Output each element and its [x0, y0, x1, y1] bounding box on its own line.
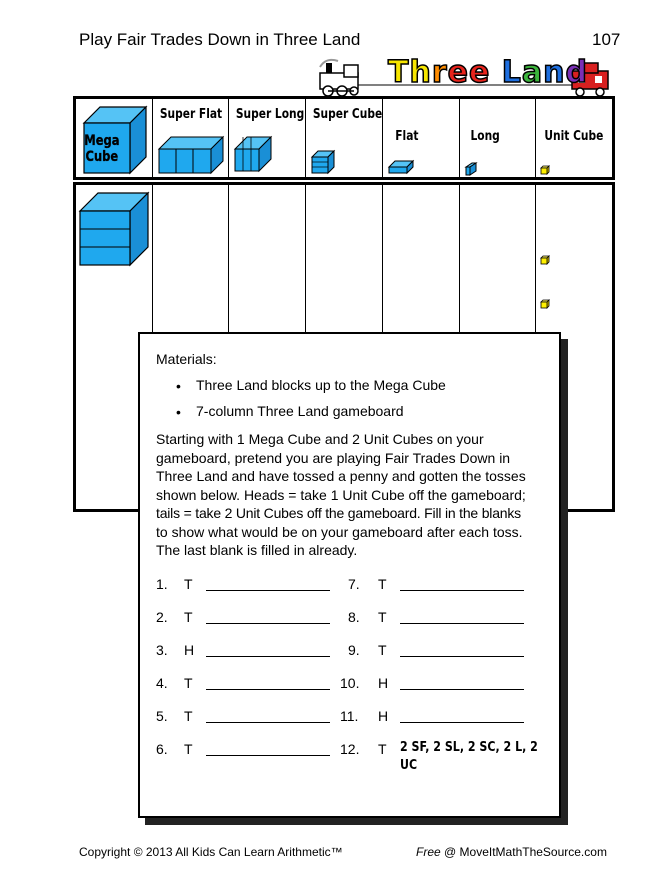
page-number: 107 — [592, 30, 621, 49]
answer-blank[interactable] — [400, 675, 524, 690]
answer-blank[interactable] — [206, 675, 330, 690]
logo-letter: a — [521, 55, 544, 90]
instructions-paragraph: Starting with 1 Mega Cube and 2 Unit Cubes on your gameboard, pretend you are playing Fair Trades Down in Three Land and have tossed a penny and gotten the tosses shown below. Heads = take 1 Unit Cube off the gameboard; tails = take 2 Unit Cubes off the gameboard. Fill in the blanks to show what would be on your gameboard after each toss. The last blank is filled in already. — [156, 431, 526, 558]
header-cell-unit-cube — [536, 99, 612, 177]
header-label-super-flat: Super Flat — [159, 107, 222, 122]
materials-item: 7-column Three Land gameboard — [196, 403, 404, 419]
header-label-unit-cube: Unit Cube — [544, 129, 604, 144]
copyright-text: Copyright © 2013 All Kids Can Learn Arithmetic™ — [79, 845, 343, 859]
answer-blank[interactable] — [400, 642, 524, 657]
super-cube-icon — [310, 149, 340, 179]
logo-letter: e — [468, 55, 491, 90]
footer-source: Free @ MoveItMathTheSource.com — [416, 845, 607, 859]
super-flat-icon — [157, 133, 227, 179]
filled-answer: 2 SF, 2 SL, 2 SC, 2 L, 2 UC — [400, 740, 538, 773]
logo-letter: d — [565, 55, 589, 90]
header-cell-mega-cube — [76, 99, 153, 177]
bullet-icon: • — [176, 378, 181, 394]
page-title: Play Fair Trades Down in Three Land — [79, 30, 361, 49]
logo-letter: L — [501, 55, 522, 90]
header-cell-super-long — [229, 99, 306, 177]
gameboard-header — [73, 96, 615, 180]
bullet-icon: • — [176, 404, 181, 420]
answer-blank[interactable] — [400, 609, 524, 624]
header-cell-flat — [383, 99, 460, 177]
logo-letter: h — [409, 55, 432, 90]
answer-blank[interactable] — [206, 708, 330, 723]
answer-blank[interactable] — [206, 576, 330, 591]
header-label-long: Long — [470, 129, 500, 144]
header-label-flat: Flat — [395, 129, 419, 144]
header-cell-super-cube — [306, 99, 383, 177]
unit-cube-piece-icon — [540, 255, 552, 267]
materials-item: Three Land blocks up to the Mega Cube — [196, 377, 446, 393]
header-label-super-long: Super Long — [236, 107, 305, 122]
materials-heading: Materials: — [156, 351, 217, 367]
mega-cube-piece-icon — [78, 191, 150, 267]
logo-letter — [490, 55, 501, 90]
flat-icon — [387, 159, 417, 179]
header-label-mega-cube: Mega Cube — [84, 133, 120, 165]
answer-blank[interactable] — [206, 741, 330, 756]
super-long-icon — [233, 135, 273, 175]
answer-blank[interactable] — [400, 708, 524, 723]
answer-blank[interactable] — [206, 642, 330, 657]
long-icon — [464, 161, 484, 179]
logo-letter: r — [431, 55, 448, 90]
logo-letter: e — [447, 55, 469, 90]
three-land-wordmark — [388, 55, 588, 90]
three-land-logo — [316, 55, 616, 99]
answer-blank[interactable] — [400, 576, 524, 591]
header-cell-long — [460, 99, 537, 177]
unit-cube-piece-icon — [540, 299, 552, 311]
header-cell-super-flat — [153, 99, 230, 177]
answer-blank[interactable] — [206, 609, 330, 624]
unit-cube-icon — [540, 165, 552, 177]
logo-letter: n — [543, 55, 566, 90]
materials-box: Materials: • Three Land blocks up to the Mega Cube • 7-column Three Land gameboard Starting with 1 Mega Cube and 2 Unit Cubes on your gameboard, pretend you are playing Fair Trades Down in Three Land and have tossed a penny and gotten the tosses shown below. Heads = take 1 Unit Cube off the gameboard; tails = take 2 Unit Cubes off the gameboard. Fill in the blanks to show what would be on your gameboard after each toss. The last blank is filled in already. 1. T 2. T 3. H 4. T 5. T 6. T 7. T 8. T 9. T 10. H 11. H 12. T 2 SF, 2 SL, 2 SC, 2 L, 2 UC — [138, 332, 561, 818]
header-label-super-cube: Super Cube — [312, 107, 383, 122]
logo-letter: T — [388, 55, 410, 90]
